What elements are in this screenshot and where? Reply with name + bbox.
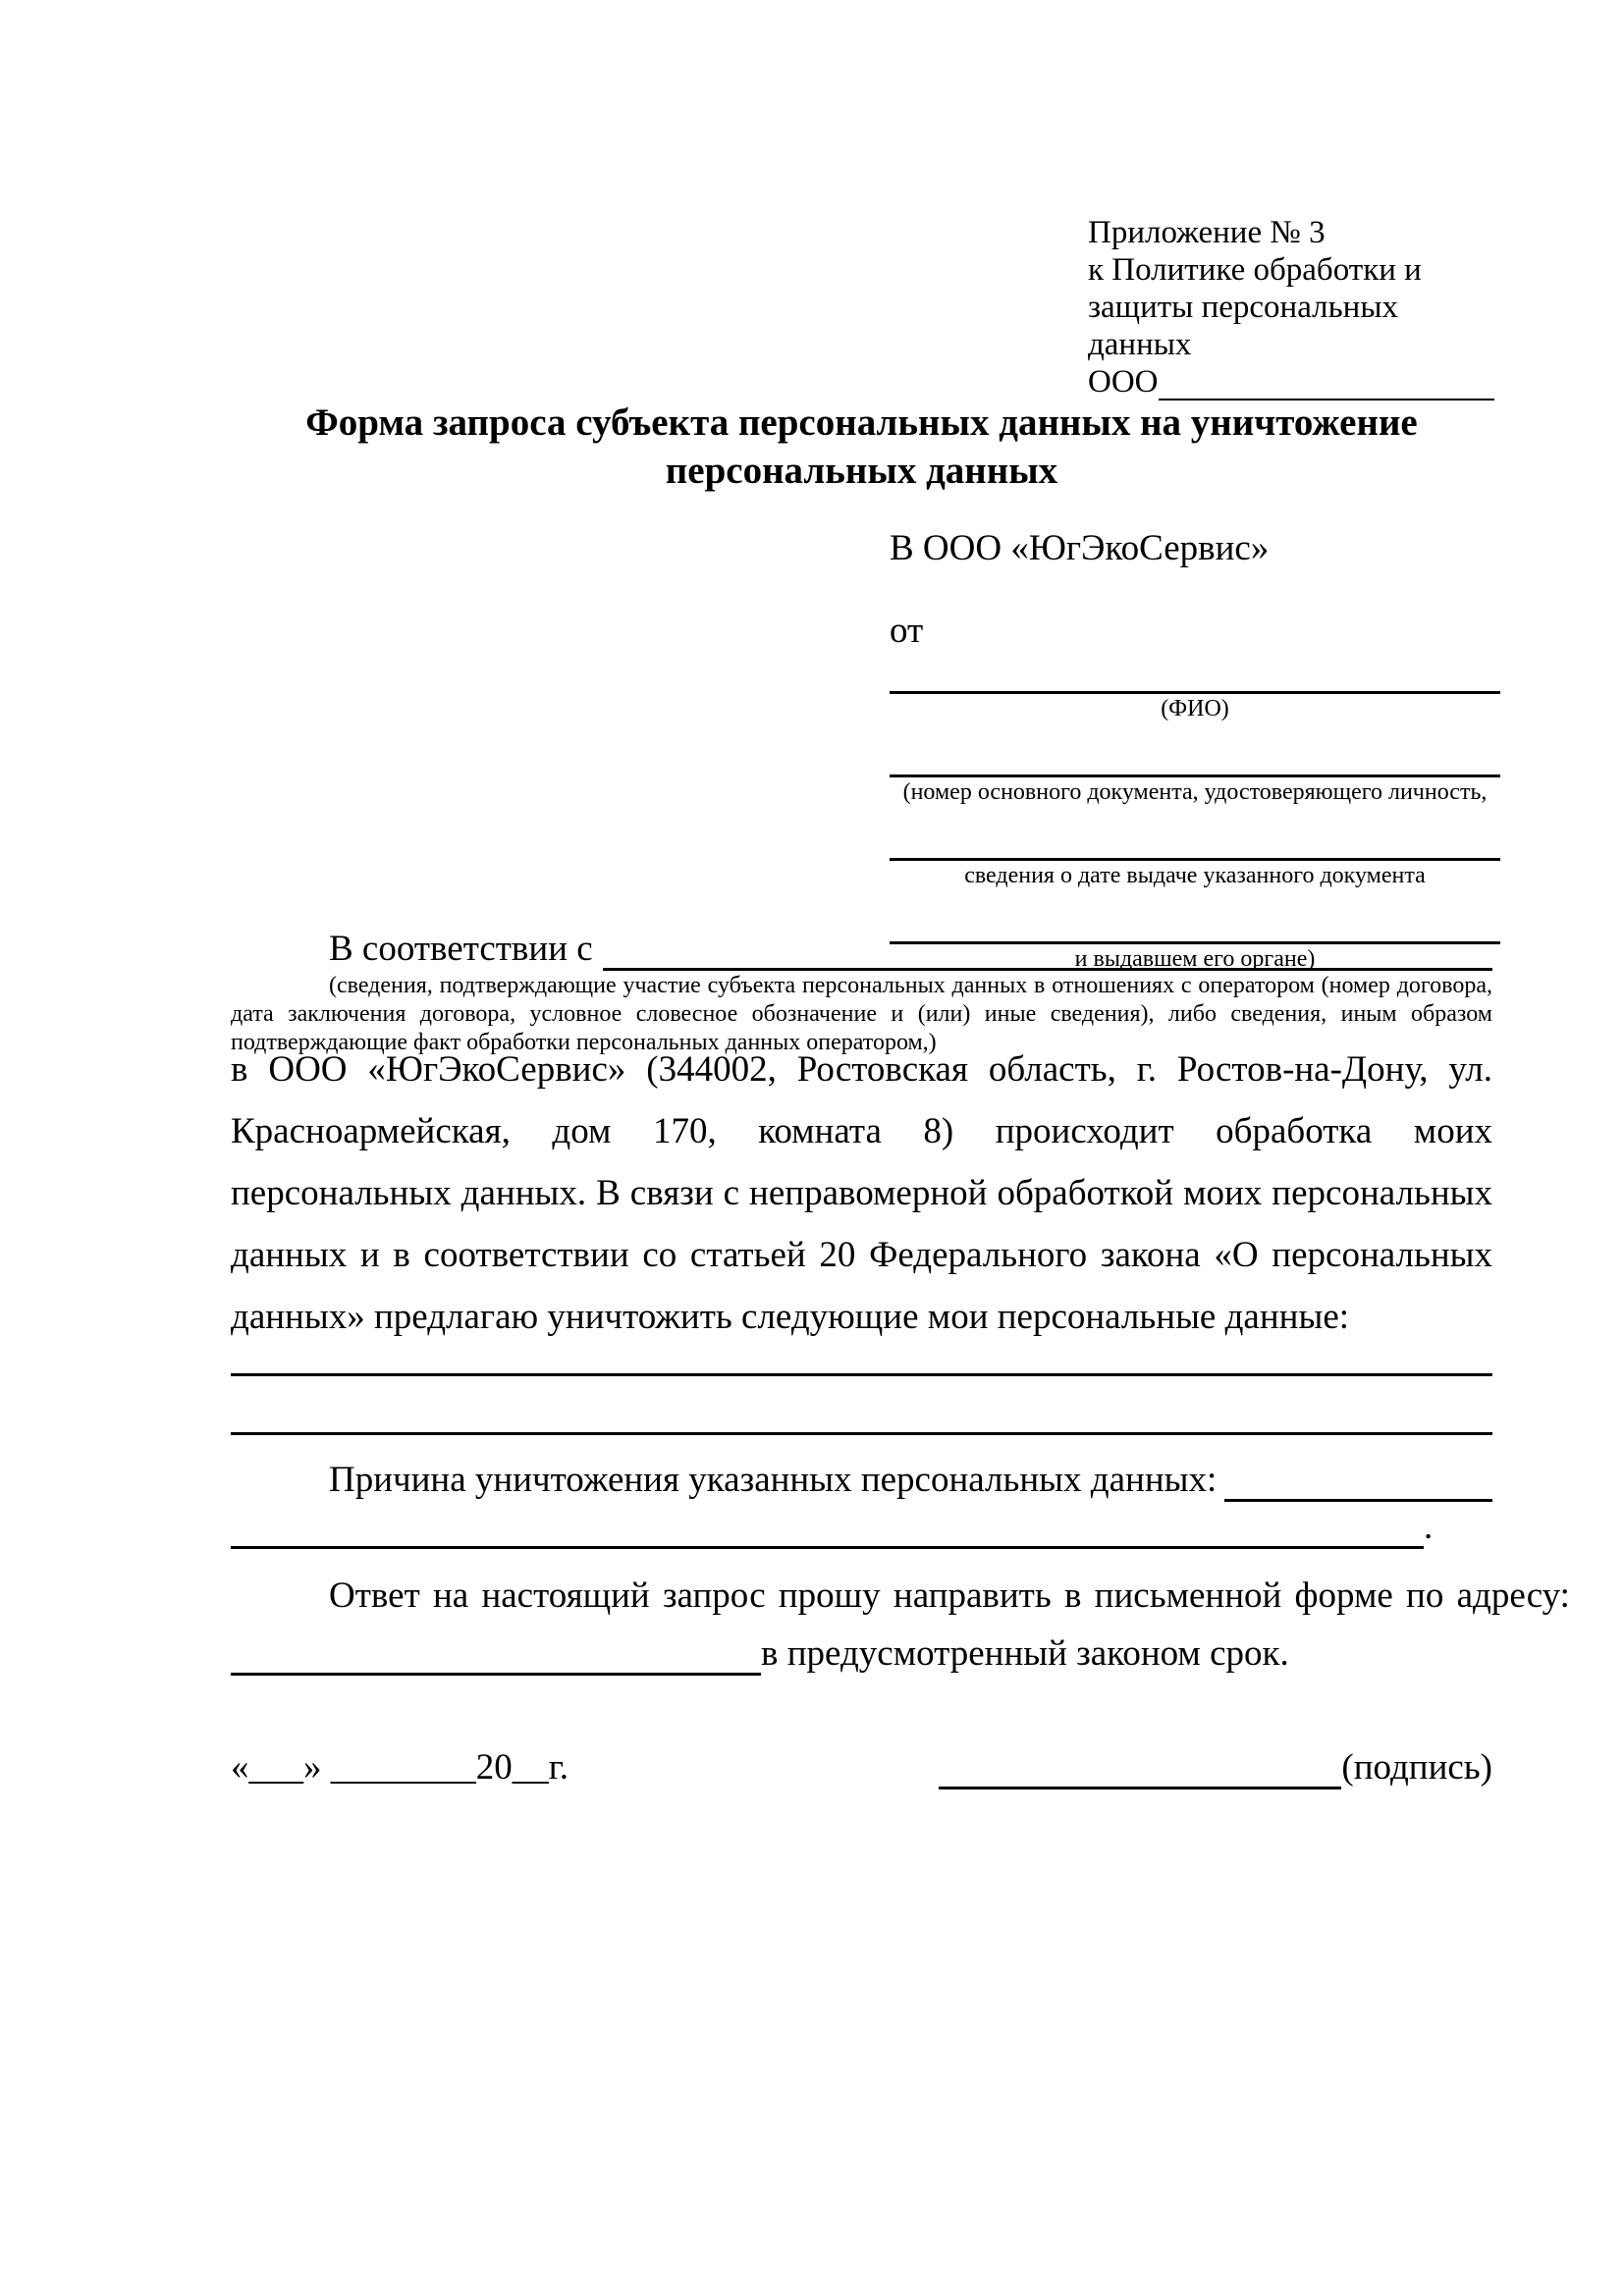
reason-row — [231, 1459, 1492, 1502]
signature-blank-line — [939, 1745, 1341, 1789]
appendix-line: к Политике обработки и — [1088, 252, 1422, 288]
appendix-line: Приложение № 3 — [1088, 215, 1326, 250]
signing-row — [231, 1745, 1492, 1789]
addressee-from-label: от — [890, 611, 924, 651]
addressee-block — [890, 527, 1500, 974]
appendix-line: защиты персональных данных — [1088, 290, 1398, 362]
addressee-organization: В ООО «ЮгЭкоСервис» — [890, 528, 1270, 568]
personal-data-blank-line-1 — [231, 1373, 1492, 1376]
signature-caption: (подпись) — [1341, 1747, 1492, 1788]
signature-group — [939, 1745, 1492, 1789]
personal-data-blank-line-2 — [231, 1432, 1492, 1435]
issue-date-caption: сведения о дате выдаче указанного документа — [964, 863, 1426, 888]
document-number-caption: (номер основного документа, удостоверяющего личность, — [902, 779, 1488, 805]
document-number-field — [890, 774, 1500, 807]
reason-blank-line — [1224, 1460, 1492, 1502]
reason-label: Причина уничтожения указанных персональных данных: — [329, 1460, 1218, 1500]
fio-field — [890, 691, 1500, 723]
appendix-note — [1088, 214, 1494, 400]
fio-caption: (ФИО) — [1161, 696, 1229, 721]
answer-tail: в предусмотренный законом срок. — [761, 1633, 1289, 1674]
reason-continuation-row — [231, 1502, 1492, 1549]
body-paragraph: в ООО «ЮгЭкоСервис» (344002, Ростовская область, г. Ростов-на-Дону, ул. Красноармейская, дом 170, комната 8) происходит обработка моих персональных данных. В связи с неправомерной обработкой моих персональных данных и в соответствии со статьей 20 Федерального закона «О персональных данных» предлагаю уничтожить следующие мои персональные данные: — [231, 1049, 1492, 1337]
answer-address-row — [231, 1631, 1492, 1676]
issue-date-field — [890, 858, 1500, 890]
reason-period: . — [1424, 1507, 1434, 1547]
document-title: Форма запроса субъекта персональных данных на уничтожение персональных данных — [305, 401, 1418, 492]
issuing-authority-caption: и выдавшем его органе) — [1074, 946, 1316, 972]
reason-blank-line-2 — [231, 1502, 1424, 1549]
accordance-lead: В соответствии с — [329, 929, 593, 969]
accordance-blank-line — [603, 927, 1492, 971]
address-blank-line — [231, 1631, 761, 1676]
answer-request: Ответ на настоящий запрос прошу направить в письменной форме по адресу: — [329, 1575, 1570, 1616]
company-blank-line — [1159, 369, 1495, 400]
date-line: «___» ________20__г. — [231, 1747, 569, 1788]
company-prefix: ООО — [1088, 364, 1159, 400]
accordance-footnote: (сведения, подтверждающие участие субъекта персональных данных в отношениях с оператором (номер договора, дата заключения договора, условное словесное обозначение и (или) иные сведения), либо сведения, иным образом подтверждающие факт обработки персональных данных оператором,) — [231, 973, 1492, 1055]
accordance-row — [231, 927, 1492, 971]
appendix-company-row — [1088, 363, 1494, 400]
